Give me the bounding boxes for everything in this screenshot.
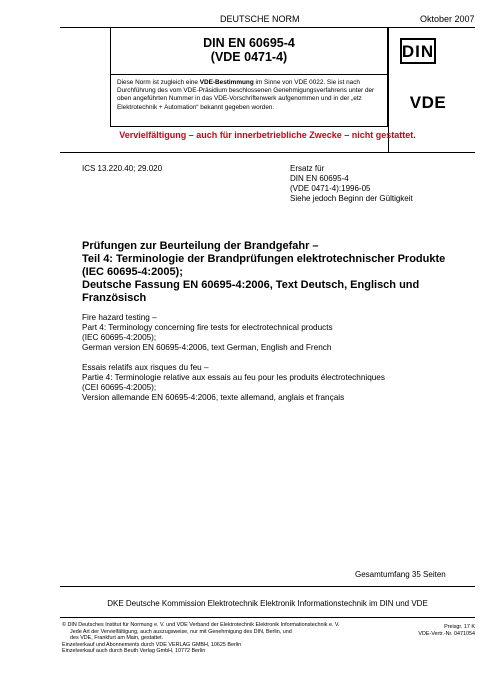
title-english-line: (IEC 60695-4:2005); bbox=[82, 333, 157, 342]
copyright-line: des VDE, Frankfurt am Main, gestattet. bbox=[70, 635, 164, 642]
title-french-line: Version allemande EN 60695-4:2006, texte allemand, anglais et français bbox=[82, 393, 345, 402]
price-group: Preisgr. 17 K bbox=[444, 624, 475, 630]
copyright-line: © DIN Deutsches Institut für Normung e. V. und VDE Verband der Elektrotechnik Elektronik Informationstechnik e. V. bbox=[62, 622, 340, 628]
replacement-line: Siehe jedoch Beginn der Gültigkeit bbox=[290, 194, 413, 203]
sales-line: Einzelverkauf und Abonnements durch VDE VERLAG GMBH, 10625 Berlin bbox=[62, 641, 242, 648]
title-german-line: Französisch bbox=[82, 292, 147, 304]
vde-note-text: Diese Norm ist zugleich eine VDE-Bestimmung im Sinne von VDE 0022. Sie ist nach Durchführung des vom VDE-Präsidium beschlossenen Genehmigungsverfahrens unter der oben angeführten Nummer in das VDE-Vorschriftenwerk aufgenommen und in der „etz Elektrotechnik + Automation“ bekannt gegeben worden. bbox=[117, 79, 375, 111]
title-french-line: Essais relatifs aux risques du feu – bbox=[82, 363, 209, 372]
title-french-line: Partie 4: Terminologie relative aux essais au feu pour les produits électrotechniques bbox=[82, 373, 385, 382]
title-german-line: Prüfungen zur Beurteilung der Brandgefahr – bbox=[82, 240, 319, 252]
title-german-line: Teil 4: Terminologie der Brandprüfungen elektrotechnischer Produkte bbox=[82, 253, 446, 265]
vde-distribution-number: VDE-Vertr.-Nr. 0471054 bbox=[418, 630, 475, 637]
standard-number-box bbox=[110, 27, 388, 75]
title-english-line: Fire hazard testing – bbox=[82, 313, 157, 322]
title-french-line: (CEI 60695-4:2005); bbox=[82, 383, 157, 392]
document-type: DEUTSCHE NORM bbox=[220, 14, 300, 24]
footer-rule bbox=[60, 617, 475, 618]
sales-line: Einzelverkauf auch durch Beuth Verlag GmbH, 10772 Berlin bbox=[62, 648, 206, 655]
copyright-notice bbox=[62, 622, 402, 655]
replacement-line: (VDE 0471-4):1996-05 bbox=[290, 184, 371, 193]
page-count-rule bbox=[60, 586, 475, 587]
title-german-line: (IEC 60695-4:2005); bbox=[82, 266, 183, 278]
publication-date: Oktober 2007 bbox=[420, 14, 475, 24]
vde-classification: (VDE 0471-4) bbox=[210, 50, 288, 64]
title-german-line: Deutsche Fassung EN 60695-4:2006, Text Deutsch, Englisch und bbox=[82, 279, 420, 291]
price-info bbox=[400, 624, 475, 637]
dke-line: DKE Deutsche Kommission Elektrotechnik Elektronik Informationstechnik im DIN und VDE bbox=[107, 599, 428, 608]
title-english-line: Part 4: Terminology concerning fire tests for electrotechnical products bbox=[82, 323, 333, 332]
title-french bbox=[82, 363, 482, 403]
title-english-line: German version EN 60695-4:2006, text German, English and French bbox=[82, 343, 332, 352]
warning-rule bbox=[60, 152, 475, 153]
copy-warning: Vervielfältigung – auch für innerbetriebliche Zwecke – nicht gestattet. bbox=[119, 130, 416, 140]
title-german bbox=[82, 240, 482, 305]
replacement-line: DIN EN 60695-4 bbox=[290, 174, 349, 183]
standard-number: DIN EN 60695-4 bbox=[203, 36, 295, 50]
vde-logo: VDE bbox=[409, 92, 447, 112]
page-count: Gesamtumfang 35 Seiten bbox=[355, 570, 446, 579]
replacement-line: Ersatz für bbox=[290, 164, 325, 173]
din-logo: DIN bbox=[400, 38, 436, 64]
vde-note-box bbox=[110, 75, 388, 127]
copyright-line: Jede Art der Vervielfältigung, auch auszugsweise, nur mit Genehmigung des DIN, Berlin, und bbox=[70, 628, 292, 635]
replacement-block bbox=[290, 164, 413, 204]
title-english bbox=[82, 313, 482, 353]
ics-code: ICS 13.220.40; 29.020 bbox=[82, 164, 163, 173]
